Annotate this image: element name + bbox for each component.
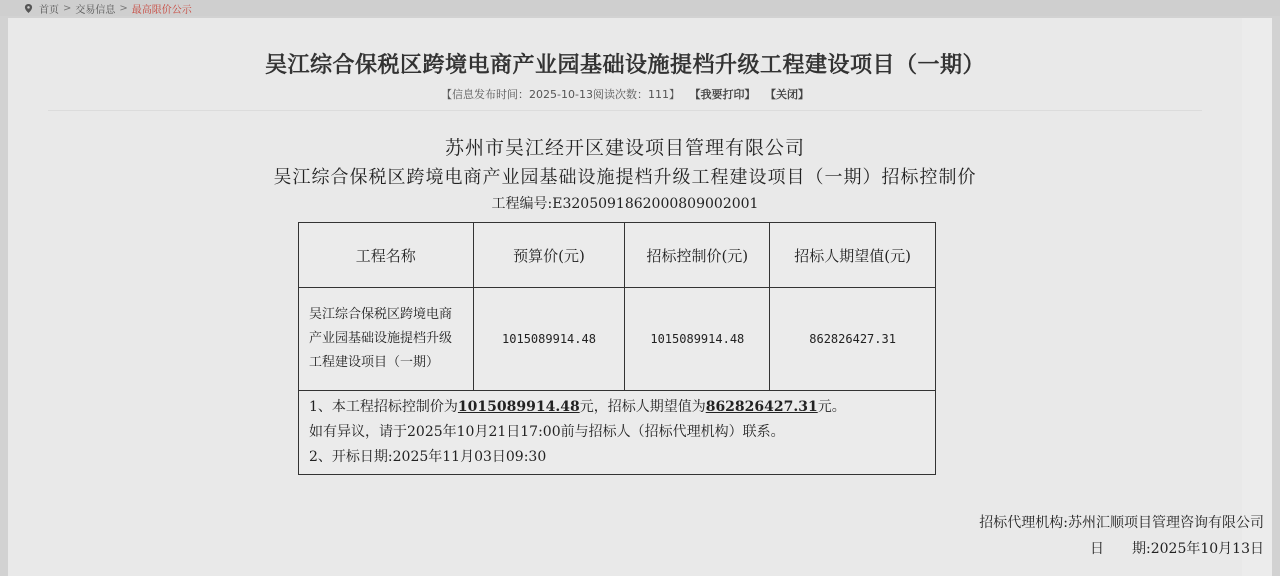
note-text: 元，招标人期望值为 <box>579 399 706 415</box>
note-line-1 <box>309 395 925 420</box>
note-text: 1、本工程招标控制价为 <box>309 399 458 415</box>
table-header-row <box>299 223 936 288</box>
breadcrumb-home-link[interactable]: 首页 <box>39 4 59 16</box>
notice-subtitle: 吴江综合保税区跨境电商产业园基础设施提档升级工程建设项目（一期）招标控制价 <box>273 167 977 188</box>
table-row <box>299 288 936 391</box>
breadcrumb-current[interactable]: 最高限价公示 <box>131 4 192 16</box>
org-name: 苏州市吴江经开区建设项目管理有限公司 <box>444 137 805 159</box>
cell-expected: 862826427.31 <box>770 288 936 391</box>
header-expected: 招标人期望值(元) <box>770 223 936 288</box>
agency-block <box>979 510 1264 562</box>
note-text: 元。 <box>817 399 846 415</box>
breadcrumb <box>0 0 1280 16</box>
close-link[interactable]: 【关闭】 <box>764 88 809 101</box>
header-control-price: 招标控制价(元) <box>625 223 770 288</box>
header-project-name: 工程名称 <box>299 223 474 288</box>
note-line-2: 如有异议，请于2025年10月21日17:00前与招标人（招标代理机构）联系。 <box>309 424 785 440</box>
print-link[interactable]: 【我要打印】 <box>689 88 756 101</box>
breadcrumb-separator: > <box>63 2 72 14</box>
price-table <box>298 222 936 475</box>
cell-budget: 1015089914.48 <box>473 288 625 391</box>
agency-date-line <box>979 536 1264 562</box>
breadcrumb-separator: > <box>119 2 128 14</box>
notes-cell <box>299 391 936 475</box>
agency-name: 招标代理机构:苏州汇顺项目管理咨询有限公司 <box>979 515 1264 531</box>
cell-project-name: 吴江综合保税区跨境电商产业园基础设施提档升级工程建设项目（一期） <box>299 288 474 391</box>
agency-date: 2025年10月13日 <box>1150 541 1264 557</box>
publish-info: 【信息发布时间：2025-10-13阅读次数：111】 <box>441 88 680 101</box>
header-budget: 预算价(元) <box>473 223 625 288</box>
breadcrumb-trading-link[interactable]: 交易信息 <box>75 4 116 16</box>
note-expected: 862826427.31 <box>705 399 818 415</box>
note-control-price: 1015089914.48 <box>457 399 580 415</box>
cell-control-price: 1015089914.48 <box>625 288 770 391</box>
notes-row <box>299 391 936 475</box>
info-line <box>8 86 1242 102</box>
location-pin-icon <box>24 4 33 13</box>
date-label: 日 期: <box>1090 541 1151 557</box>
note-line-3: 2、开标日期:2025年11月03日09:30 <box>309 449 547 465</box>
divider <box>48 110 1202 111</box>
page-title: 吴江综合保税区跨境电商产业园基础设施提档升级工程建设项目（一期） <box>264 53 985 78</box>
project-code: 工程编号:E3205091862000809002001 <box>491 196 759 212</box>
